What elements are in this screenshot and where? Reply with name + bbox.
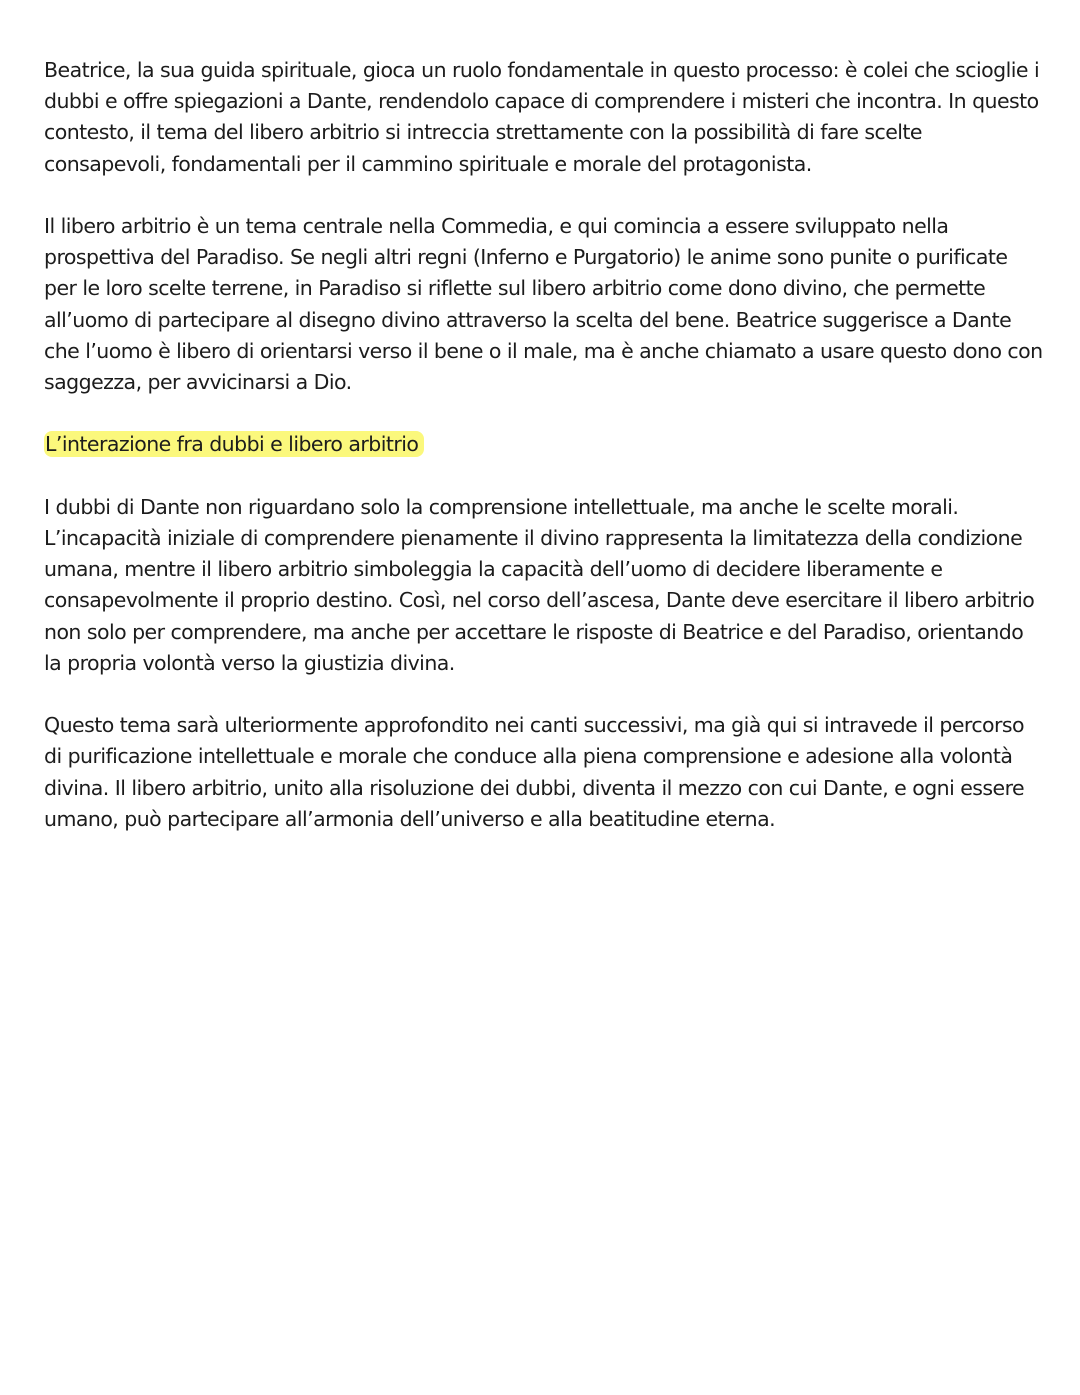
- paragraph-beatrice-guide: Beatrice, la sua guida spirituale, gioca un ruolo fondamentale in questo processo: è colei che scioglie i dubbi e offre spiegazioni a Dante, rendendolo capace di comprendere i misteri che incontra. In questo contesto, il tema del libero arbitrio si intreccia strettamente con la possibilità di fare scelte consapevoli, fondamentali per il cammino spirituale e morale del protagonista.: [44, 58, 1040, 176]
- paragraph-conclusion: Questo tema sarà ulteriormente approfondito nei canti successivi, ma già qui si intravede il percorso di purificazione intellettuale e morale che conduce alla piena comprensione e adesione alla volontà divina. Il libero arbitrio, unito alla risoluzione dei dubbi, diventa il mezzo con cui Dante, e ogni essere umano, può partecipare all’armonia dell’universo e alla beatitudine eterna.: [44, 713, 1025, 831]
- section-heading-highlighted: L’interazione fra dubbi e libero arbitrio: [44, 431, 424, 457]
- paragraph-spacer: [44, 180, 1044, 211]
- document-page: [44, 55, 1044, 835]
- section-heading-container: [44, 429, 1044, 460]
- paragraph-free-will-theme: Il libero arbitrio è un tema centrale nella Commedia, e qui comincia a essere sviluppato nella prospettiva del Paradiso. Se negli altri regni (Inferno e Purgatorio) le anime sono punite o purificate per le loro scelte terrene, in Paradiso si riflette sul libero arbitrio come dono divino, che permette all’uomo di partecipare al disegno divino attraverso la scelta del bene. Beatrice suggerisce a Dante che l’uomo è libero di orientarsi verso il bene o il male, ma è anche chiamato a usare questo dono con saggezza, per avvicinarsi a Dio.: [44, 214, 1043, 395]
- paragraph-spacer: [44, 398, 1044, 429]
- paragraph-doubts-and-will: I dubbi di Dante non riguardano solo la comprensione intellettuale, ma anche le scelte morali. L’incapacità iniziale di comprendere pienamente il divino rappresenta la limitatezza della condizione umana, mentre il libero arbitrio simboleggia la capacità dell’uomo di decidere liberamente e consapevolmente il proprio destino. Così, nel corso dell’ascesa, Dante deve esercitare il libero arbitrio non solo per comprendere, ma anche per accettare le risposte di Beatrice e del Paradiso, orientando la propria volontà verso la giustizia divina.: [44, 494, 1035, 675]
- paragraph-spacer: [44, 679, 1044, 710]
- paragraph-spacer: [44, 461, 1044, 492]
